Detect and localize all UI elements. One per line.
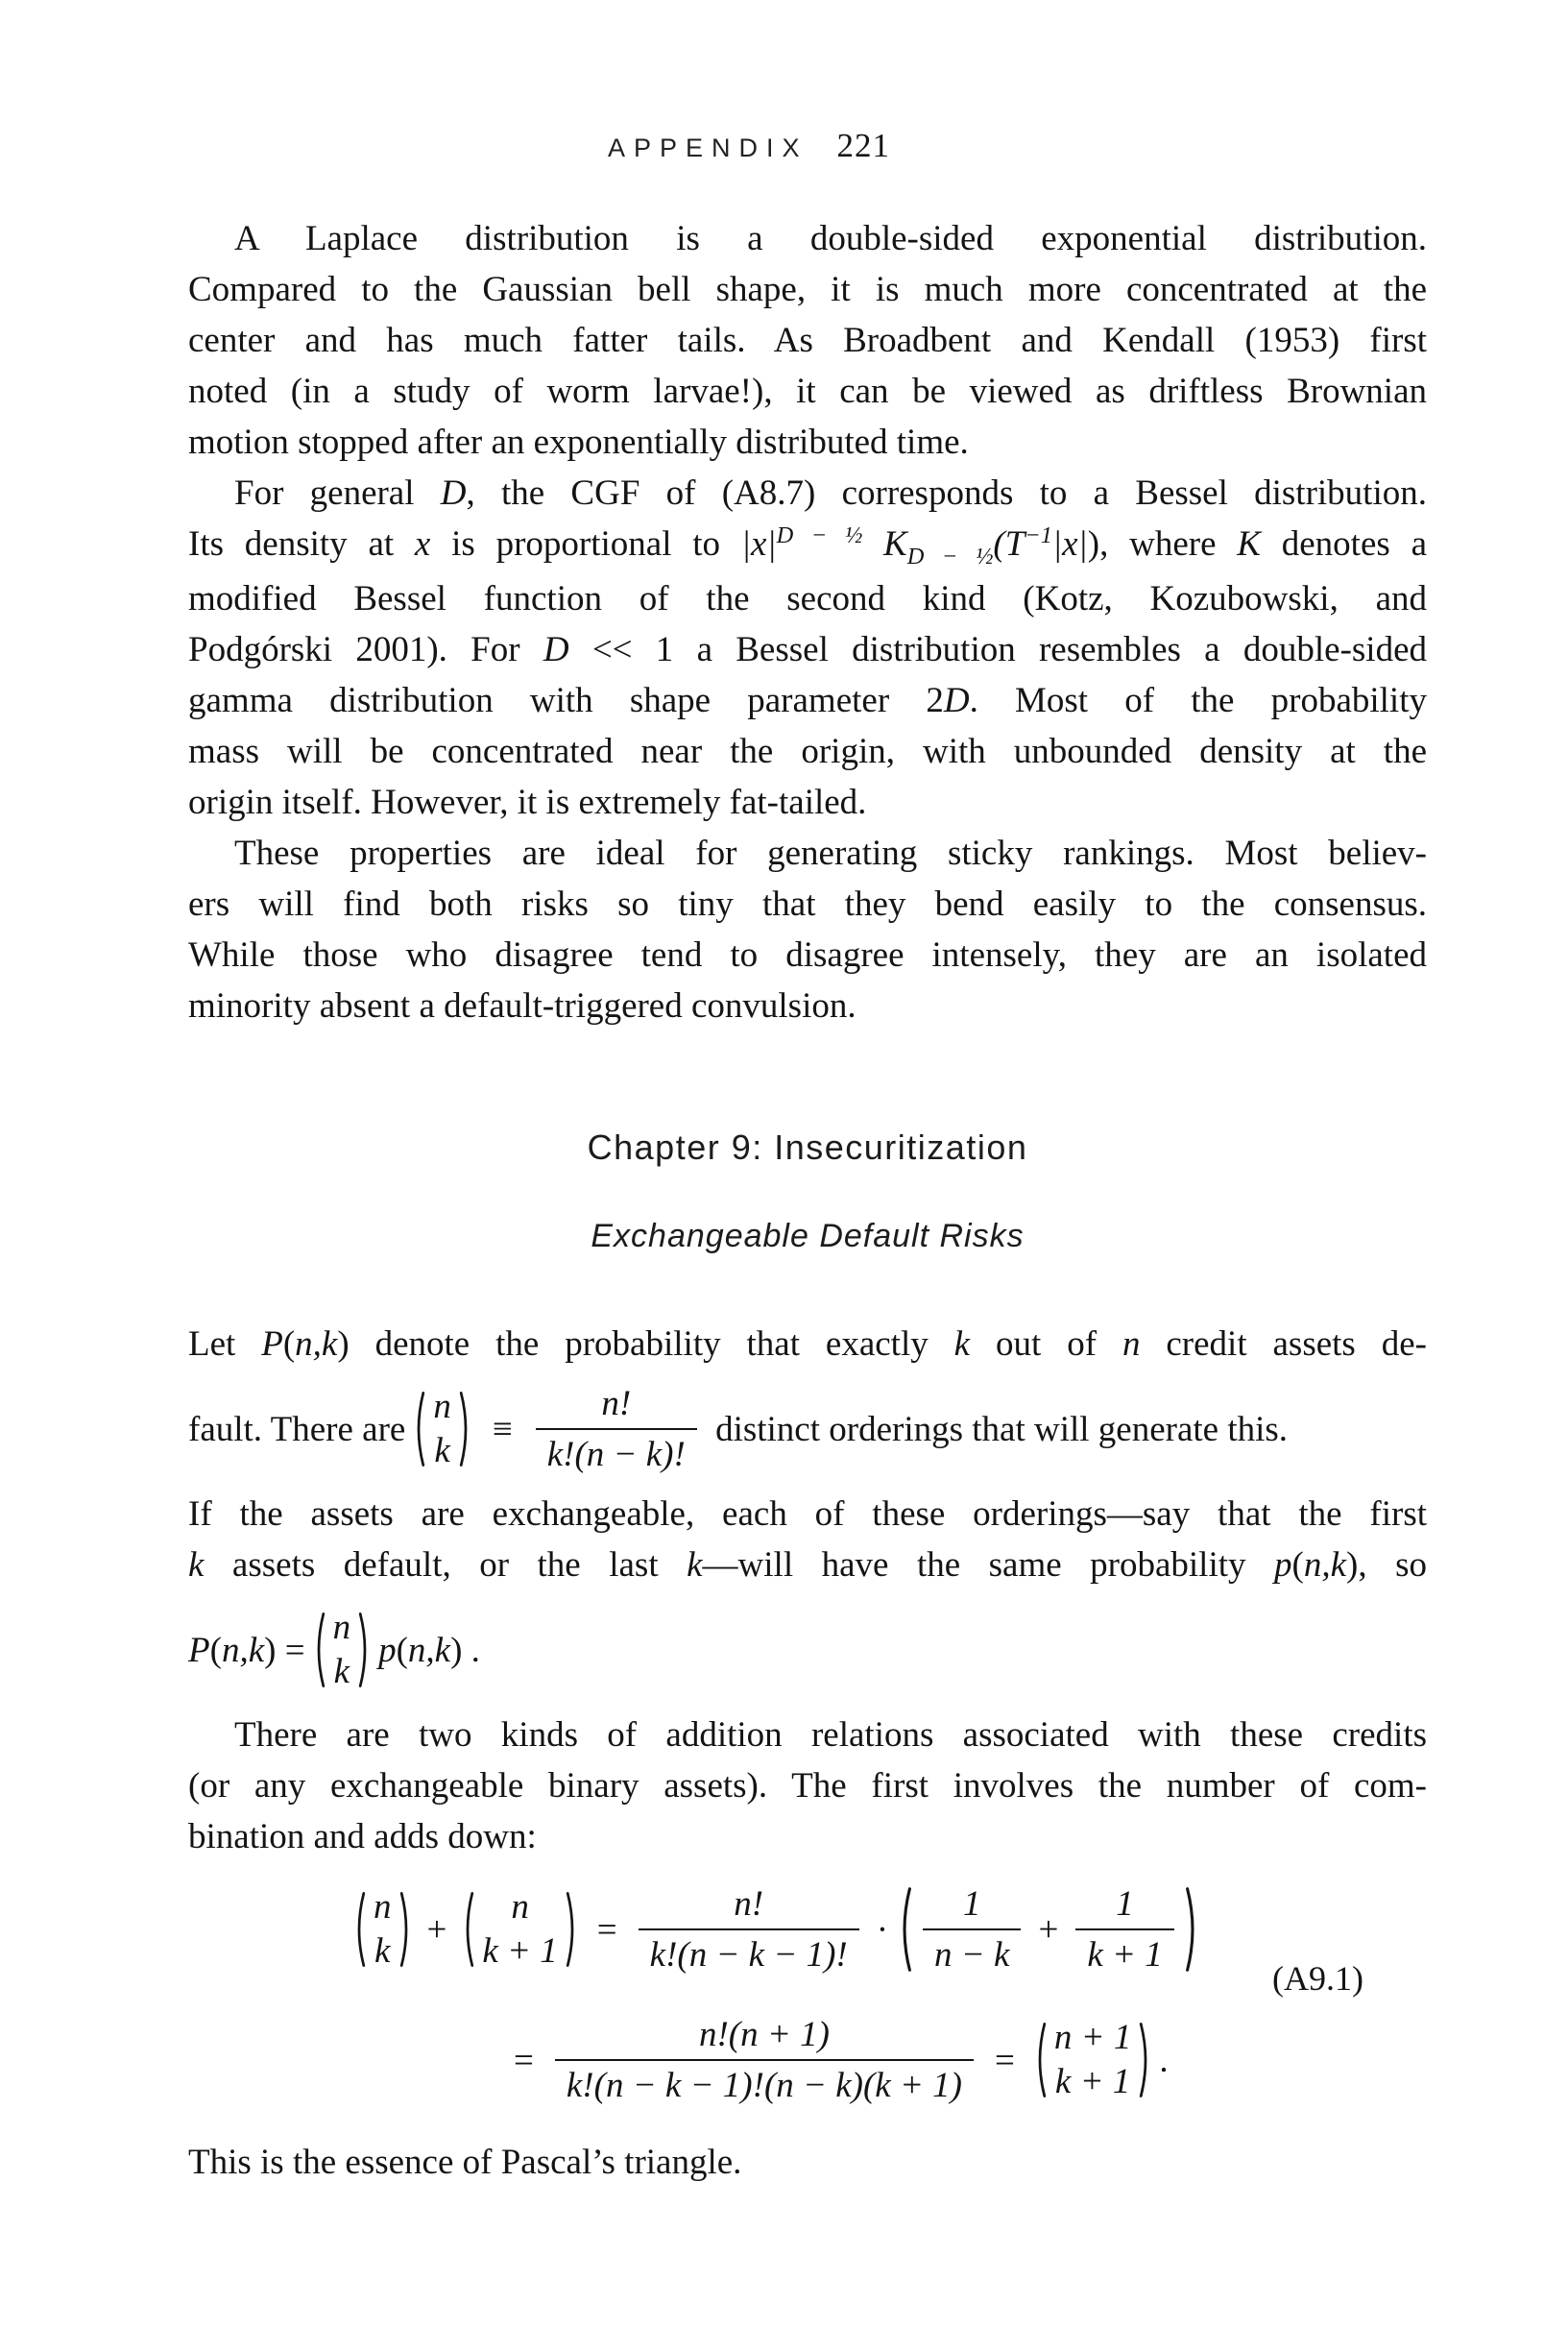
equation-lead-text: P(n,k) = <box>188 1630 305 1670</box>
fraction-numerator: 1 <box>1116 1883 1134 1924</box>
left-paren-icon <box>351 1880 367 1978</box>
text-line: Let P(n,k) denote the probability that exactly k out of n credit assets de- <box>188 1324 1427 1364</box>
text-line: center and has much fatter tails. As Broadbent and Kendall (1953) first <box>188 321 1427 360</box>
binomial-top: n <box>511 1887 529 1927</box>
binomial-bottom: k <box>374 1931 391 1971</box>
text-line: noted (in a study of worm larvae!), it can be viewed as driftless Brownian <box>188 372 1427 411</box>
text-line: origin itself. However, it is extremely fat-tailed. <box>188 783 867 822</box>
right-paren-icon <box>1184 1866 1201 1993</box>
text-line: mass will be concentrated near the origin, with unbounded density at the <box>188 732 1427 771</box>
right-paren-icon <box>357 1601 373 1699</box>
text-line: If the assets are exchangeable, each of these orderings—say that the first <box>188 1494 1427 1534</box>
section-heading: Exchangeable Default Risks <box>591 1218 1025 1254</box>
paragraph-addition-relations <box>188 1709 1427 1862</box>
left-paren-icon <box>1032 2011 1048 2109</box>
text-line: ers will find both risks so tiny that they bend easily to the consensus. <box>188 885 1427 924</box>
binomial-top: n <box>433 1387 451 1426</box>
text-line-bessel-density: Its density at x is proportional to $|x|^{D - \frac{1}{2}}$ $K_{D - \frac{1}{2}}(T^{-1}|x|)$, where K denotes a <box>188 521 1427 570</box>
binomial-bottom: k + 1 <box>482 1931 558 1971</box>
right-paren-icon <box>565 1880 580 1978</box>
binomial-top: n <box>374 1887 392 1927</box>
parenthesized-sum <box>896 1866 1201 1993</box>
left-paren-icon <box>896 1866 913 1993</box>
page-number: 221 <box>836 127 891 164</box>
text-line: This is the essence of Pascal’s triangle. <box>188 2143 742 2182</box>
fraction-numerator: n!(n + 1) <box>698 2014 830 2054</box>
binomial-bottom: k <box>434 1431 450 1470</box>
binomial-n-k1 <box>460 1880 579 1978</box>
fraction-orderings <box>536 1384 697 1475</box>
text-line: Compared to the Gaussian bell shape, it is much more concentrated at the <box>188 270 1427 309</box>
text-line: Podgórski 2001). For D << 1 a Bessel distribution resembles a double-sided <box>188 630 1427 669</box>
plus-sign: + <box>1038 1909 1059 1950</box>
text-line: A Laplace distribution is a double-sided exponential distribution. <box>234 219 1427 258</box>
binomial-n1-k1 <box>1032 2011 1153 2109</box>
fraction-f2 <box>923 1884 1021 1976</box>
text-line: There are two kinds of addition relations associated with these credits <box>234 1715 1427 1755</box>
left-paren-icon <box>411 1380 426 1478</box>
binomial-bottom: k + 1 <box>1054 2062 1131 2101</box>
paragraph-sticky-rankings <box>188 828 1427 1031</box>
equation-a91-line2 <box>188 1999 1427 2122</box>
fraction-denominator: k!(n − k − 1)! <box>639 1928 859 1976</box>
equation-label: (A9.1) <box>1272 1959 1363 1998</box>
equation-a91-line1 <box>188 1866 1427 1993</box>
equals-sign: = <box>995 2040 1015 2080</box>
fraction-denominator: k!(n − k)! <box>536 1428 697 1475</box>
binomial-n-k <box>311 1601 374 1699</box>
equation-pnk <box>188 1590 1427 1709</box>
binomial-top: n <box>332 1608 351 1647</box>
text-line: bination and adds down: <box>188 1817 537 1856</box>
fraction-numerator: n! <box>601 1383 632 1423</box>
paragraph-bessel <box>188 468 1427 828</box>
right-paren-icon <box>1138 2011 1153 2109</box>
fraction-denominator: n − k <box>923 1928 1021 1976</box>
paragraph-combinatorics <box>188 1319 1427 1709</box>
text-line: modified Bessel function of the second kind (Kotz, Kozubowski, and <box>188 579 1427 618</box>
fraction-numerator: 1 <box>962 1883 981 1924</box>
text-line: k assets default, or the last k—will have the same probability p(n,k), so <box>188 1545 1427 1585</box>
left-paren-icon <box>460 1880 475 1978</box>
equation-period: . <box>1159 2040 1169 2080</box>
binomial-n-k <box>411 1380 473 1478</box>
fraction-denominator: k!(n − k − 1)!(n − k)(k + 1) <box>555 2059 974 2106</box>
paragraph-pascal <box>188 2137 1427 2188</box>
running-header-section: APPENDIX <box>608 133 808 162</box>
chapter-heading: Chapter 9: Insecuritization <box>587 1128 1028 1167</box>
equals-sign: = <box>596 1909 617 1950</box>
text-line: gamma distribution with shape parameter 2D. Most of the probability <box>188 681 1427 720</box>
right-paren-icon <box>398 1880 414 1978</box>
paragraph-laplace <box>188 213 1427 468</box>
binomial-bottom: k <box>333 1652 350 1691</box>
fraction-numerator: n! <box>734 1883 764 1924</box>
plus-sign: + <box>426 1909 447 1950</box>
fraction-f3 <box>1075 1884 1173 1976</box>
text-line: While those who disagree tend to disagree intensely, they are an isolated <box>188 935 1427 975</box>
binomial-top: n + 1 <box>1053 2018 1132 2057</box>
left-paren-icon <box>311 1601 326 1699</box>
binomial-n-k <box>351 1880 414 1978</box>
equation-trail-text: distinct orderings that will generate this. <box>715 1409 1289 1449</box>
text-line: minority absent a default-triggered convulsion. <box>188 986 856 1026</box>
equals-sign: = <box>514 2040 534 2080</box>
text-line: (or any exchangeable binary assets). The first involves the number of com- <box>188 1766 1427 1806</box>
equivalence-sign: ≡ <box>492 1409 513 1449</box>
text-line: motion stopped after an exponentially distributed time. <box>188 423 969 462</box>
text-line: For general D, the CGF of (A8.7) corresponds to a Bessel distribution. <box>234 473 1427 513</box>
text-line: These properties are ideal for generating sticky rankings. Most believ- <box>234 834 1427 873</box>
equation-a91 <box>188 1866 1427 2122</box>
inline-equation-binomial-definition <box>188 1370 1427 1489</box>
fraction-f4 <box>555 2015 974 2106</box>
running-header <box>608 127 890 165</box>
equation-trail-text: p(n,k) . <box>378 1630 480 1670</box>
equation-lead-text: fault. There are <box>188 1409 406 1449</box>
multiplication-dot: · <box>876 1909 889 1950</box>
fraction-f1 <box>639 1884 859 1976</box>
right-paren-icon <box>458 1380 473 1478</box>
fraction-denominator: k + 1 <box>1075 1928 1173 1976</box>
